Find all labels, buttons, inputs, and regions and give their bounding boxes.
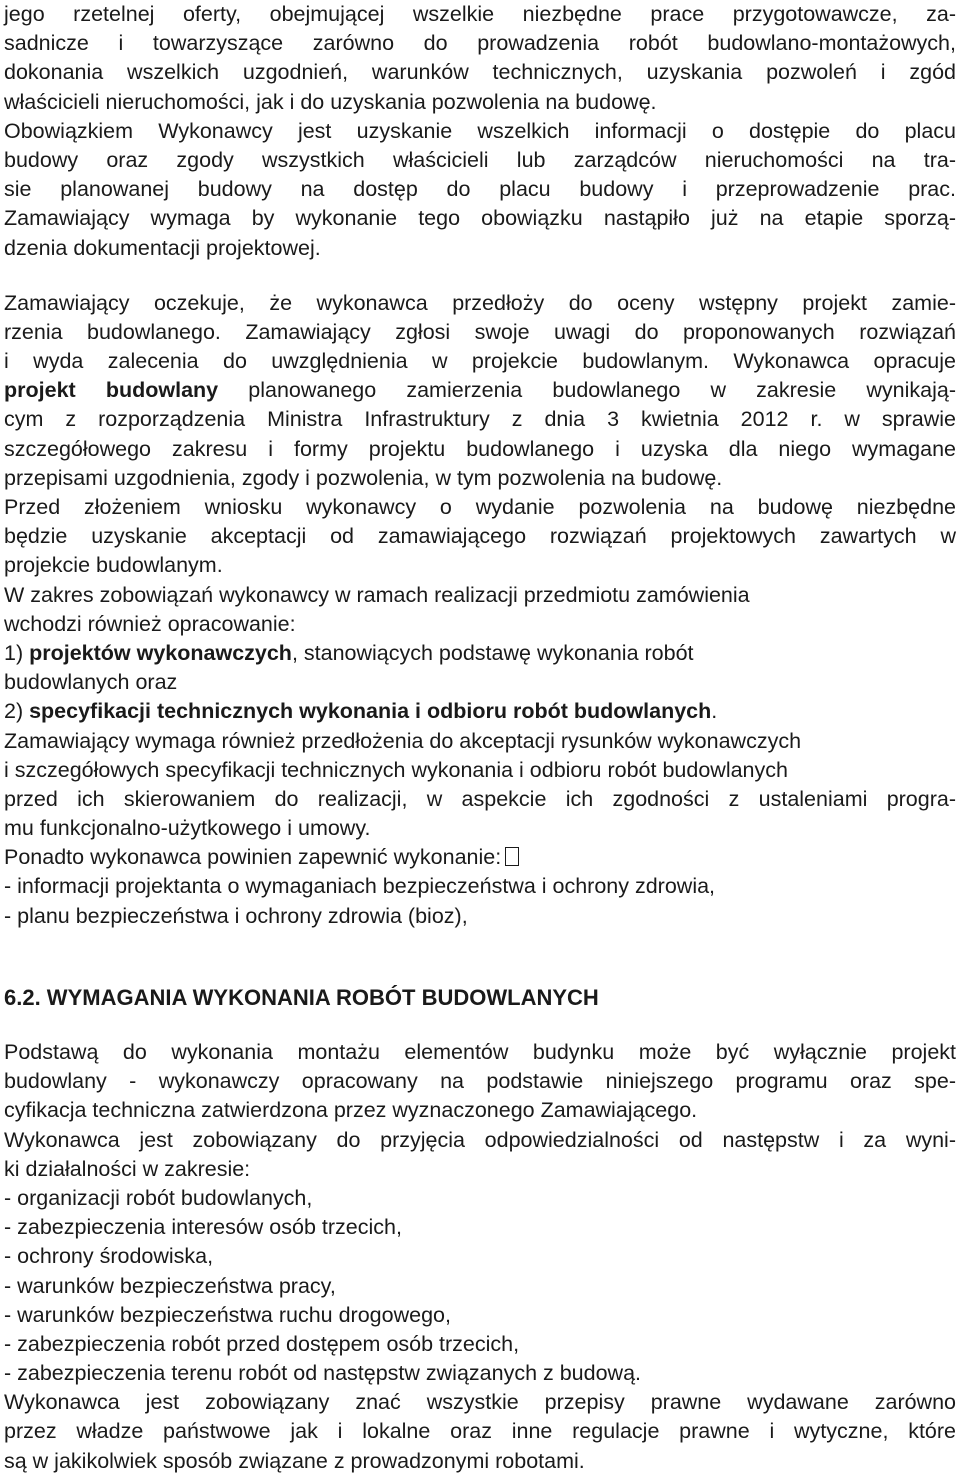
text-line: sie planowanej budowy na dostęp do placu budowy i przeprowadzenie prac. [4,177,956,202]
list-item: - warunków bezpieczeństwa pracy, [4,1273,336,1298]
text-line: Przed złożeniem wniosku wykonawcy o wydanie pozwolenia na budowę niezbędne [4,495,956,519]
text-line: mu funkcjonalno-użytkowego i umowy. [4,816,371,841]
text-line: przepisami uzgodnienia, zgody i pozwolenia, w tym pozwolenia na budowę. [4,465,723,490]
text-line: Zamawiający wymaga by wykonanie tego obowiązku nastąpiło już na etapie sporzą- [4,206,956,231]
text-line: Zamawiający oczekuje, że wykonawca przedłoży do oceny wstępny projekt zamie- [4,290,956,315]
text-line: - planu bezpieczeństwa i ochrony zdrowia (bioz), [4,903,468,928]
list-item: - zabezpieczenia interesów osób trzecich, [4,1215,402,1240]
text-line: są w jakikolwiek sposób związane z prowadzonymi robotami. [4,1448,585,1473]
bold-term: projekt budowlany [4,378,219,403]
text-line: Wykonawca jest zobowiązany do przyjęcia odpowiedzialności od następstw i za wyni- [4,1127,956,1152]
list-item: - warunków bezpieczeństwa ruchu drogowego, [4,1302,451,1327]
list-item: - zabezpieczenia robót przed dostępem osób trzecich, [4,1331,520,1356]
text-line: właścicieli nieruchomości, jak i do uzyskania pozwolenia na budowę. [4,89,657,114]
missing-glyph-box-icon [505,847,519,866]
text-line: szczegółowego zakresu i formy projektu budowlanego i uzyska dla niego wymagane [4,436,956,461]
paragraph-gap [4,1012,956,1038]
text-fragment: Ponadto wykonawca powinien zapewnić wykonanie: [4,845,502,870]
text-line: projekcie budowlanym. [4,553,223,578]
intro-paragraph [4,0,956,263]
text-line: cyfikacja techniczna zatwierdzona przez wyznaczonego Zamawiającego. [4,1098,698,1123]
text-line: budowlanych oraz [4,670,178,695]
text-fragment: . [711,699,718,724]
text-line: przez władze państwowe jak i lokalne oraz inne regulacje prawne i wytyczne, które [4,1419,956,1444]
text-line: sadnicze i towarzyszące zarówno do prowadzenia robót budowlano-montażowych, [4,31,956,56]
text-line [4,843,956,872]
text-line: jego rzetelnej oferty, obejmującej wszelkie niezbędne prace przygotowawcze, za- [4,2,956,26]
text-line: dzenia dokumentacji projektowej. [4,235,321,260]
text-line: budowlany - wykonawczy opracowany na podstawie niniejszego programu oraz spe- [4,1069,956,1094]
text-line: Obowiązkiem Wykonawcy jest uzyskanie wszelkich informacji o dostępie do placu [4,118,956,143]
text-line: budowy oraz zgody wszystkich właścicieli lub zarządców nieruchomości na tra- [4,147,956,172]
text-line: przed ich skierowaniem do realizacji, w aspekcie ich zgodności z ustaleniami progra- [4,786,956,811]
list-item: - ochrony środowiska, [4,1244,214,1269]
text-line: rzenia budowlanego. Zamawiający zgłosi swoje uwagi do proponowanych rozwiązań [4,319,956,344]
list-item: - zabezpieczenia terenu robót od następstw związanych z budową. [4,1361,642,1386]
bold-term: specyfikacji technicznych wykonania i odbioru robót budowlanych [29,699,712,724]
text-line: - informacji projektanta o wymaganiach bezpieczeństwa i ochrony zdrowia, [4,874,716,899]
text-line: W zakres zobowiązań wykonawcy w ramach realizacji przedmiotu zamówienia [4,582,750,607]
text-fragment: , stanowiących podstawę wykonania robót [291,640,694,665]
section-gap [4,931,956,983]
text-fragment: planowanego zamierzenia budowlanego w zakresie wynikają- [218,378,956,403]
numbered-item-1 [4,639,956,668]
section-heading: 6.2. WYMAGANIA WYKONANIA ROBÓT BUDOWLANYCH [4,984,599,1010]
text-line [4,376,956,405]
list-item: - organizacji robót budowlanych, [4,1185,313,1210]
project-requirements-paragraph [4,289,956,931]
bold-term: projektów wykonawczych [29,640,292,665]
text-line: będzie uzyskanie akceptacji od zamawiającego rozwiązań projektowych zawartych w [4,524,956,549]
text-line: i szczegółowych specyfikacji technicznych wykonania i odbioru robót budowlanych [4,757,788,782]
item-number: 2) [4,699,30,724]
paragraph-gap [4,263,956,289]
text-line: wchodzi również opracowanie: [4,611,296,636]
document-page [4,0,956,1476]
text-line: Wykonawca jest zobowiązany znać wszystkie przepisy prawne wydawane zarówno [4,1390,956,1415]
text-line: dokonania wszelkich uzgodnień, warunków technicznych, uzyskania pozwoleń i zgód [4,60,956,85]
text-line: cym z rozporządzenia Ministra Infrastruktury z dnia 3 kwietnia 2012 r. w sprawie [4,407,956,432]
text-line: Podstawą do wykonania montażu elementów budynku może być wyłącznie projekt [4,1040,956,1064]
text-line: Zamawiający wymaga również przedłożenia do akceptacji rysunków wykonawczych [4,728,802,753]
text-line: i wyda zalecenia do uwzględnienia w projekcie budowlanym. Wykonawca opracuje [4,349,956,374]
item-number: 1) [4,640,30,665]
text-line: ki działalności w zakresie: [4,1156,251,1181]
numbered-item-2 [4,697,956,726]
construction-requirements-paragraph [4,1038,956,1476]
